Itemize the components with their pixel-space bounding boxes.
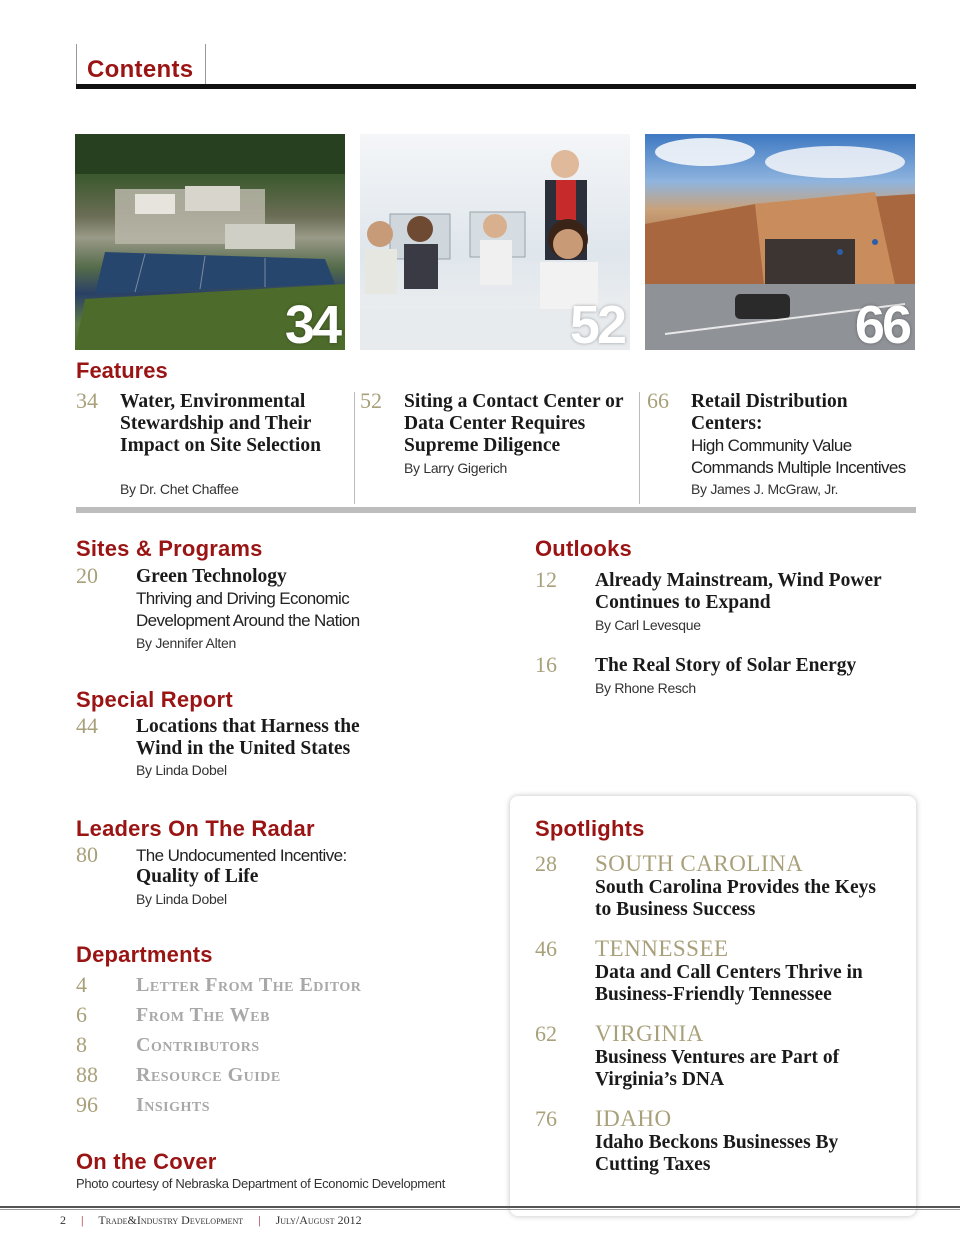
article-byline: By Jennifer Alten — [136, 635, 236, 651]
department-page-number: 4 — [76, 972, 87, 997]
article-byline: By Rhone Resch — [595, 680, 696, 696]
page-title: Contents — [87, 56, 194, 83]
spotlight-state: VIRGINIA — [595, 1021, 704, 1046]
spotlight-state: TENNESSEE — [595, 936, 729, 961]
page-footer — [60, 1213, 362, 1228]
department-page-number: 6 — [76, 1002, 87, 1027]
spotlight-title-link[interactable]: Business Ventures are Part of Virginia’s DNA — [595, 1047, 840, 1090]
footer-issue: July/August 2012 — [275, 1213, 362, 1227]
spotlight-page-number: 62 — [535, 1021, 557, 1046]
feature-page-number: 66 — [647, 388, 669, 413]
spotlight-page-number: 46 — [535, 936, 557, 961]
spotlights-heading: Spotlights — [535, 816, 645, 841]
cover-credit: Photo courtesy of Nebraska Department of Economic Development — [76, 1176, 446, 1191]
article-page-number: 44 — [76, 713, 98, 738]
feature-photo-number: 66 — [854, 295, 909, 350]
department-page-number: 8 — [76, 1032, 87, 1057]
department-page-number: 96 — [76, 1092, 98, 1117]
department-link[interactable]: Insights — [136, 1094, 211, 1116]
outlooks-heading: Outlooks — [535, 536, 632, 561]
feature-subtitle: High Community Value Commands Multiple Incentives — [691, 436, 906, 477]
feature-title-link[interactable]: Siting a Contact Center or Data Center Requires Supreme Diligence — [404, 391, 624, 456]
article-title-link[interactable]: The Real Story of Solar Energy — [595, 655, 857, 676]
article-subtitle: The Undocumented Incentive: — [136, 846, 347, 865]
column-divider — [354, 392, 355, 504]
features-heading: Features — [76, 358, 168, 383]
feature-page-number: 52 — [360, 388, 382, 413]
article-title-link[interactable]: Quality of Life — [136, 866, 259, 887]
department-link[interactable]: Resource Guide — [136, 1064, 281, 1086]
sites-programs-heading: Sites & Programs — [76, 536, 263, 561]
department-page-number: 88 — [76, 1062, 98, 1087]
department-link[interactable]: Letter From The Editor — [136, 974, 362, 996]
feature-photo-number: 52 — [569, 295, 624, 350]
spotlight-title-link[interactable]: Idaho Beckons Businesses By Cutting Taxes — [595, 1132, 839, 1175]
feature-title-link[interactable]: Water, Environmental Stewardship and Their Impact on Site Selection — [120, 391, 321, 456]
feature-byline: By James J. McGraw, Jr. — [691, 481, 839, 497]
feature-photo-contact-center[interactable] — [360, 134, 630, 350]
feature-title-link[interactable]: Retail Distribution Centers: — [691, 391, 848, 434]
feature-page-number: 34 — [76, 388, 98, 413]
article-page-number: 16 — [535, 652, 557, 677]
header-rule — [76, 84, 916, 89]
section-rule — [76, 507, 916, 513]
spotlight-page-number: 76 — [535, 1106, 557, 1131]
column-divider — [639, 392, 640, 504]
feature-photo-number: 34 — [284, 295, 339, 350]
feature-photo-retail[interactable] — [645, 134, 915, 350]
footer-rule — [0, 1206, 960, 1208]
footer-separator: | — [258, 1213, 261, 1227]
leaders-heading: Leaders On The Radar — [76, 816, 315, 841]
article-subtitle: Thriving and Driving Economic Development Around the Nation — [136, 589, 360, 630]
spotlight-title-link[interactable]: Data and Call Centers Thrive in Business-Friendly Tennessee — [595, 962, 863, 1005]
article-page-number: 12 — [535, 567, 557, 592]
footer-separator: | — [81, 1213, 84, 1227]
department-link[interactable]: From The Web — [136, 1004, 270, 1026]
cover-heading: On the Cover — [76, 1149, 217, 1174]
footer-magazine-name: Trade&Industry Development — [98, 1213, 244, 1227]
spotlight-state: SOUTH CAROLINA — [595, 851, 804, 876]
article-byline: By Linda Dobel — [136, 762, 227, 778]
spotlight-page-number: 28 — [535, 851, 557, 876]
footer-rule — [0, 1209, 960, 1210]
special-report-heading: Special Report — [76, 687, 233, 712]
article-title-link[interactable]: Already Mainstream, Wind Power Continues to Expand — [595, 570, 882, 613]
article-page-number: 20 — [76, 563, 98, 588]
spotlight-title-link[interactable]: South Carolina Provides the Keys to Business Success — [595, 877, 876, 920]
article-page-number: 80 — [76, 842, 98, 867]
departments-heading: Departments — [76, 942, 213, 967]
article-byline: By Carl Levesque — [595, 617, 701, 633]
article-byline: By Linda Dobel — [136, 891, 227, 907]
footer-page-number: 2 — [60, 1213, 66, 1227]
article-title-link[interactable]: Locations that Harness the Wind in the United States — [136, 716, 360, 759]
feature-byline: By Dr. Chet Chaffee — [120, 481, 239, 497]
spotlight-state: IDAHO — [595, 1106, 672, 1131]
article-title-link[interactable]: Green Technology — [136, 566, 287, 587]
department-link[interactable]: Contributors — [136, 1034, 260, 1056]
feature-byline: By Larry Gigerich — [404, 460, 508, 476]
feature-photo-water[interactable] — [75, 134, 345, 350]
